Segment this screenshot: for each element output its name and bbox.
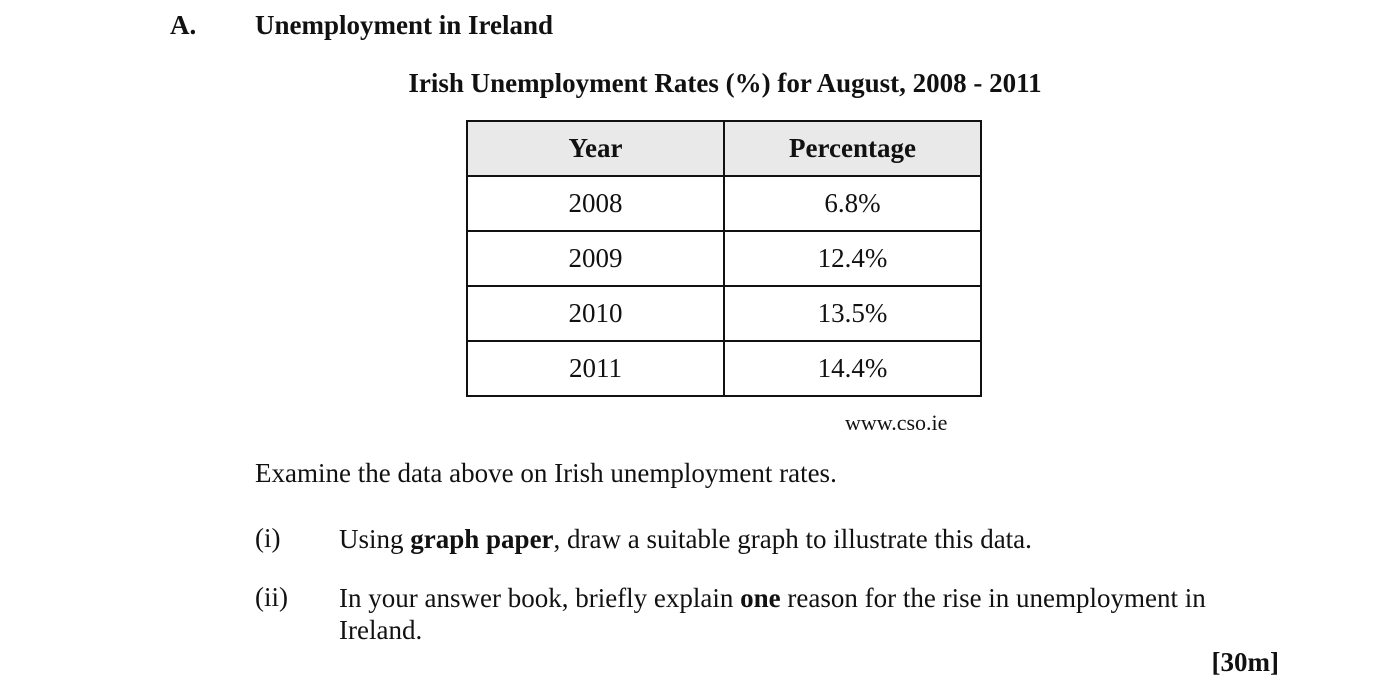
table-row — [467, 231, 981, 286]
intro-text: Examine the data above on Irish unemployment rates. — [255, 458, 837, 488]
year-cell: 2010 — [467, 286, 724, 341]
percentage-cell: 6.8% — [724, 176, 981, 231]
percentage-cell: 14.4% — [724, 341, 981, 396]
marks-label: [30m] — [1211, 647, 1279, 677]
question-text-i — [339, 523, 1289, 555]
unemployment-table — [466, 120, 982, 397]
percentage-cell: 13.5% — [724, 286, 981, 341]
table-row — [467, 341, 981, 396]
question-text-ii — [339, 582, 1269, 646]
year-cell: 2011 — [467, 341, 724, 396]
question-emphasis: one — [740, 583, 781, 613]
question-emphasis: graph paper — [410, 524, 554, 554]
percentage-cell: 12.4% — [724, 231, 981, 286]
section-title: Unemployment in Ireland — [255, 10, 554, 40]
section-letter: A. — [170, 10, 197, 40]
table-row — [467, 176, 981, 231]
question-number-ii: (ii) — [255, 582, 288, 612]
question-text-post: , draw a suitable graph to illustrate this data. — [553, 524, 1032, 554]
year-cell: 2008 — [467, 176, 724, 231]
question-text-pre: Using — [339, 524, 411, 554]
column-header-percentage: Percentage — [724, 121, 981, 176]
column-header-year: Year — [467, 121, 724, 176]
year-cell: 2009 — [467, 231, 724, 286]
question-number-i: (i) — [255, 523, 281, 553]
table-row — [467, 286, 981, 341]
table-title: Irish Unemployment Rates (%) for August, 2008 - 2011 — [408, 68, 1042, 98]
question-text-post: reason for the rise in unemployment in Ireland. — [339, 583, 1206, 645]
data-source: www.cso.ie — [845, 410, 948, 435]
question-text-pre: In your answer book, briefly explain — [339, 583, 741, 613]
table-header-row — [467, 121, 981, 176]
